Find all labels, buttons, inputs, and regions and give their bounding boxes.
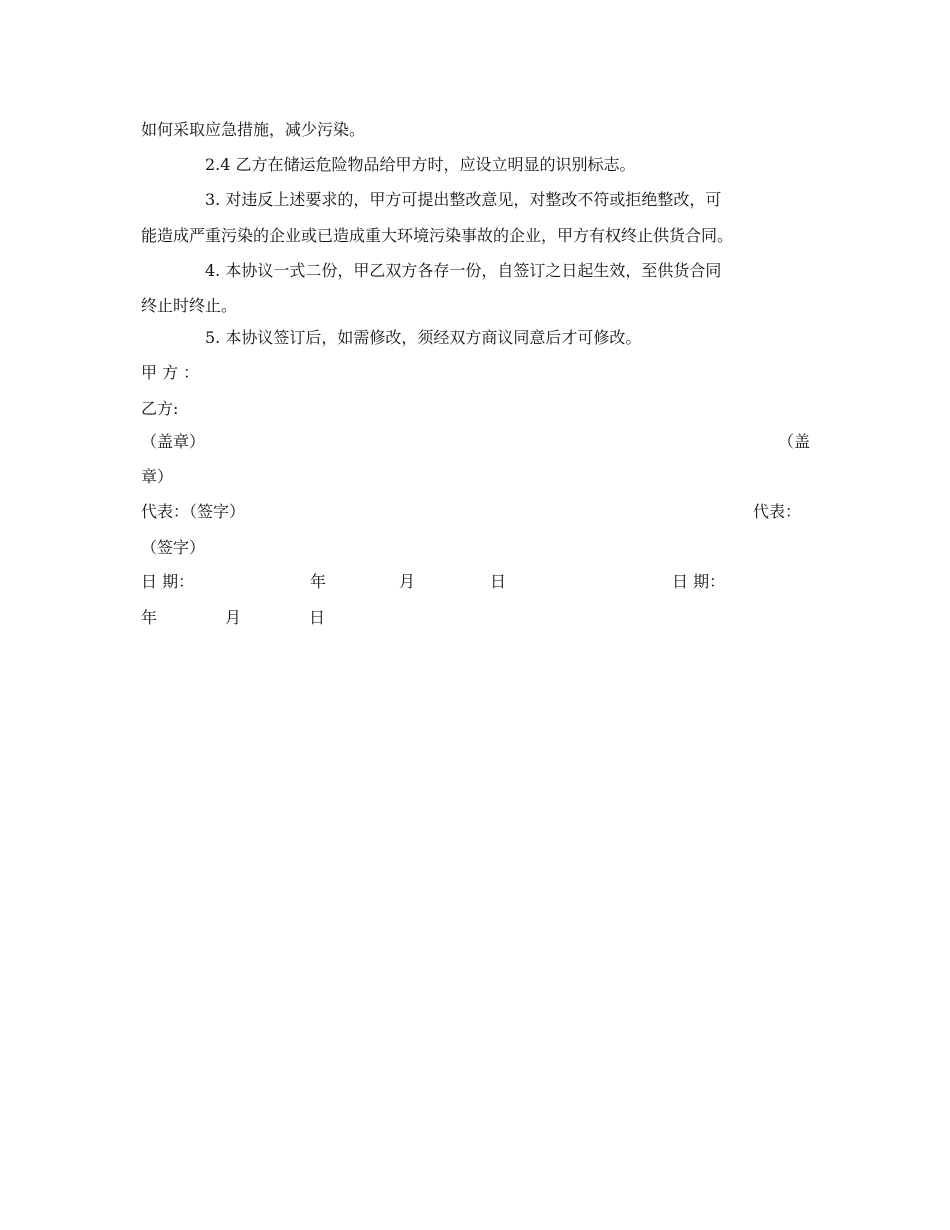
date-left-month: 月: [399, 572, 416, 591]
date-right-day: 日: [309, 608, 326, 627]
clause-3-line-2: 能造成严重污染的企业或已造成重大环境污染事故的企业，甲方有权终止供货合同。: [141, 226, 734, 245]
date-left-label: 日 期：: [141, 572, 195, 591]
clause-5: 5. 本协议签订后，如需修改，须经双方商议同意后才可修改。: [205, 328, 642, 347]
party-b-label: 乙方:: [141, 399, 179, 418]
seal-left: （盖章）: [141, 432, 206, 451]
clause-4-line-2: 终止时终止。: [141, 296, 238, 315]
clause-4-line-1: 4. 本协议一式二份，甲乙双方各存一份，自签订之日起生效，至供货合同: [205, 261, 722, 280]
clause-2-4: 2.4 乙方在储运危险物品给甲方时，应设立明显的识别标志。: [205, 155, 636, 174]
party-a-label: 甲 方 ：: [141, 363, 200, 382]
seal-right-part2: 章）: [141, 467, 174, 486]
seal-right-part1: （盖: [778, 432, 811, 451]
clause-3-line-1: 3. 对违反上述要求的，甲方可提出整改意见，对整改不符或拒绝整改，可: [205, 190, 722, 209]
date-left-day: 日: [490, 572, 507, 591]
representative-left: 代表：（签字）: [141, 502, 246, 521]
date-right-year: 年: [141, 608, 158, 627]
representative-right-sign: （签字）: [141, 538, 206, 557]
date-left-year: 年: [310, 572, 327, 591]
representative-right: 代表：: [753, 502, 802, 521]
date-right-label: 日 期：: [672, 572, 726, 591]
date-right-month: 月: [225, 608, 242, 627]
paragraph-continuation: 如何采取应急措施，减少污染。: [141, 120, 366, 139]
